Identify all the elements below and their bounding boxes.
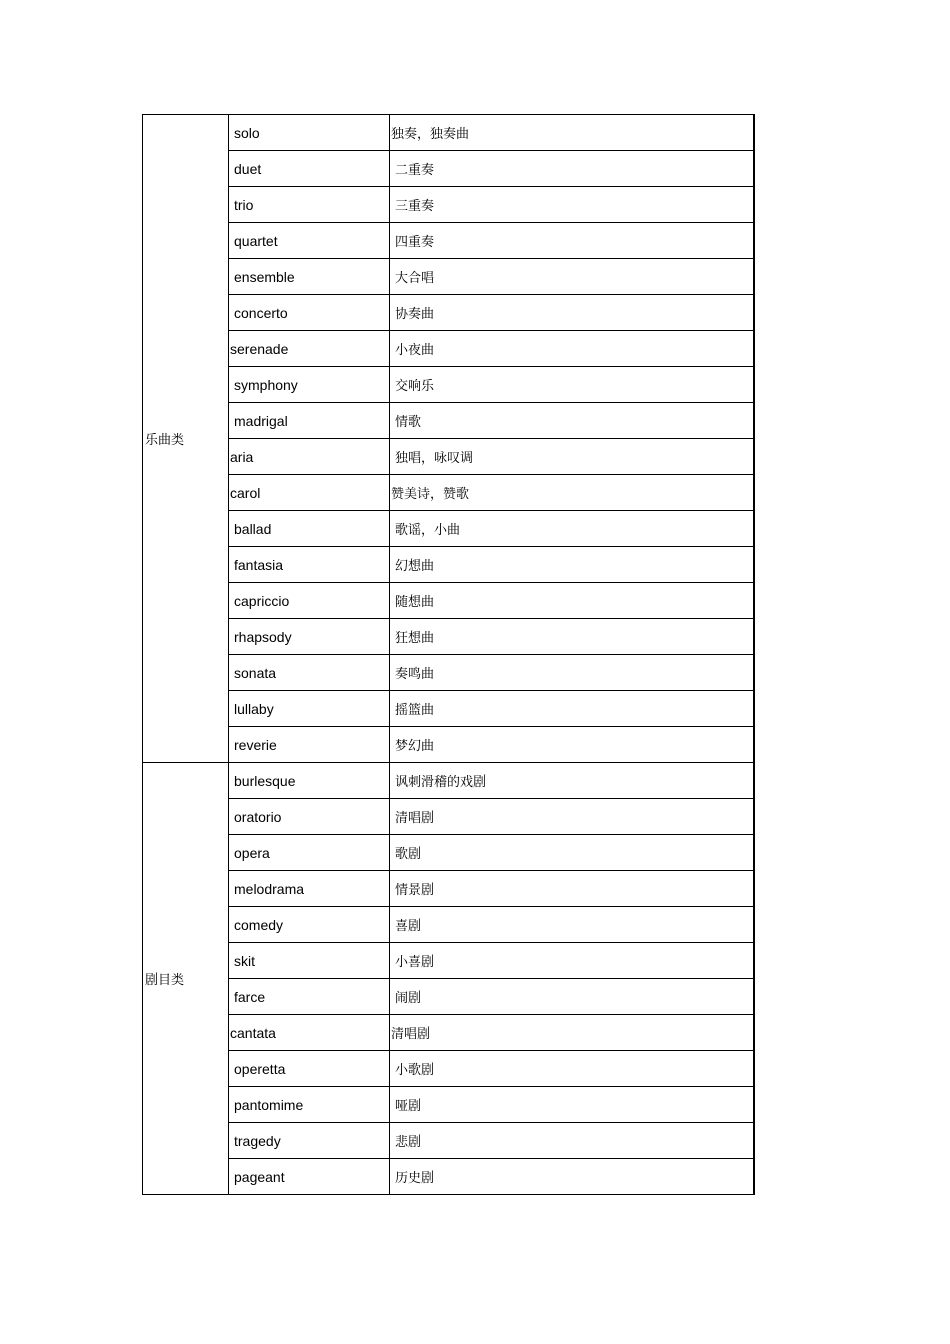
chinese-meaning-cell: 小喜剧	[390, 943, 754, 979]
chinese-meaning-cell: 小歌剧	[390, 1051, 754, 1087]
table-row	[143, 295, 754, 331]
table-row	[143, 583, 754, 619]
category-cell: 剧目类	[143, 763, 229, 1195]
table-row	[143, 187, 754, 223]
chinese-meaning-cell: 情歌	[390, 403, 754, 439]
english-term-cell: cantata	[229, 1015, 390, 1051]
english-term-cell: fantasia	[229, 547, 390, 583]
table-row	[143, 727, 754, 763]
english-term-cell: duet	[229, 151, 390, 187]
table-row	[143, 331, 754, 367]
chinese-meaning-cell: 歌谣，小曲	[390, 511, 754, 547]
table-row	[143, 619, 754, 655]
english-term-cell: concerto	[229, 295, 390, 331]
table-row	[143, 115, 754, 151]
english-term-cell: carol	[229, 475, 390, 511]
english-term-cell: rhapsody	[229, 619, 390, 655]
table-row	[143, 763, 754, 799]
table-row	[143, 979, 754, 1015]
chinese-meaning-cell: 二重奏	[390, 151, 754, 187]
english-term-cell: skit	[229, 943, 390, 979]
english-term-cell: pantomime	[229, 1087, 390, 1123]
english-term-cell: ballad	[229, 511, 390, 547]
english-term-cell: pageant	[229, 1159, 390, 1195]
chinese-meaning-cell: 大合唱	[390, 259, 754, 295]
chinese-meaning-cell: 交响乐	[390, 367, 754, 403]
category-cell: 乐曲类	[143, 115, 229, 763]
table-row	[143, 943, 754, 979]
english-term-cell: serenade	[229, 331, 390, 367]
chinese-meaning-cell: 独唱，咏叹调	[390, 439, 754, 475]
chinese-meaning-cell: 随想曲	[390, 583, 754, 619]
english-term-cell: opera	[229, 835, 390, 871]
chinese-meaning-cell: 清唱剧	[390, 799, 754, 835]
table-row	[143, 151, 754, 187]
chinese-meaning-cell: 奏鸣曲	[390, 655, 754, 691]
chinese-meaning-cell: 清唱剧	[390, 1015, 754, 1051]
english-term-cell: aria	[229, 439, 390, 475]
chinese-meaning-cell: 闹剧	[390, 979, 754, 1015]
table-row	[143, 547, 754, 583]
english-term-cell: melodrama	[229, 871, 390, 907]
chinese-meaning-cell: 狂想曲	[390, 619, 754, 655]
chinese-meaning-cell: 独奏，独奏曲	[390, 115, 754, 151]
chinese-meaning-cell: 哑剧	[390, 1087, 754, 1123]
chinese-meaning-cell: 小夜曲	[390, 331, 754, 367]
english-term-cell: madrigal	[229, 403, 390, 439]
english-term-cell: burlesque	[229, 763, 390, 799]
vocabulary-table	[142, 114, 755, 1195]
english-term-cell: tragedy	[229, 1123, 390, 1159]
table-row	[143, 799, 754, 835]
table-row	[143, 367, 754, 403]
table-row	[143, 1015, 754, 1051]
table-row	[143, 223, 754, 259]
table-row	[143, 439, 754, 475]
table-row	[143, 475, 754, 511]
chinese-meaning-cell: 摇篮曲	[390, 691, 754, 727]
table-row	[143, 907, 754, 943]
table-row	[143, 835, 754, 871]
chinese-meaning-cell: 历史剧	[390, 1159, 754, 1195]
table-row	[143, 403, 754, 439]
chinese-meaning-cell: 幻想曲	[390, 547, 754, 583]
table-row	[143, 1123, 754, 1159]
table-body	[143, 115, 754, 1195]
chinese-meaning-cell: 协奏曲	[390, 295, 754, 331]
table-row	[143, 1051, 754, 1087]
english-term-cell: solo	[229, 115, 390, 151]
english-term-cell: operetta	[229, 1051, 390, 1087]
english-term-cell: ensemble	[229, 259, 390, 295]
english-term-cell: capriccio	[229, 583, 390, 619]
table-row	[143, 655, 754, 691]
english-term-cell: oratorio	[229, 799, 390, 835]
table-row	[143, 511, 754, 547]
chinese-meaning-cell: 四重奏	[390, 223, 754, 259]
english-term-cell: farce	[229, 979, 390, 1015]
english-term-cell: comedy	[229, 907, 390, 943]
english-term-cell: trio	[229, 187, 390, 223]
table-row	[143, 691, 754, 727]
english-term-cell: symphony	[229, 367, 390, 403]
chinese-meaning-cell: 三重奏	[390, 187, 754, 223]
english-term-cell: quartet	[229, 223, 390, 259]
chinese-meaning-cell: 梦幻曲	[390, 727, 754, 763]
table-row	[143, 871, 754, 907]
english-term-cell: reverie	[229, 727, 390, 763]
chinese-meaning-cell: 歌剧	[390, 835, 754, 871]
table-row	[143, 1087, 754, 1123]
english-term-cell: sonata	[229, 655, 390, 691]
chinese-meaning-cell: 讽刺滑稽的戏剧	[390, 763, 754, 799]
chinese-meaning-cell: 情景剧	[390, 871, 754, 907]
chinese-meaning-cell: 喜剧	[390, 907, 754, 943]
table-row	[143, 1159, 754, 1195]
english-term-cell: lullaby	[229, 691, 390, 727]
chinese-meaning-cell: 赞美诗，赞歌	[390, 475, 754, 511]
chinese-meaning-cell: 悲剧	[390, 1123, 754, 1159]
table-row	[143, 259, 754, 295]
